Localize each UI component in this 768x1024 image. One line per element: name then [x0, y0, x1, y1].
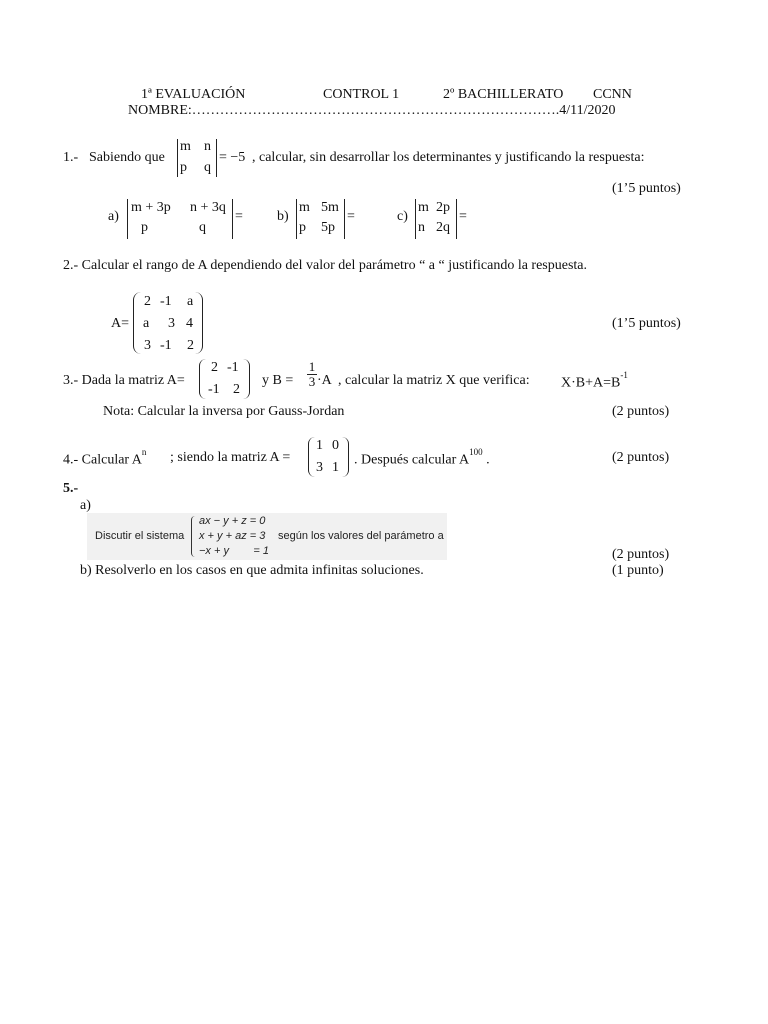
nombre-label: NOMBRE:	[128, 103, 192, 118]
q4-points: (2 puntos)	[612, 450, 670, 465]
q4-lead-sup: n	[141, 447, 147, 457]
q3-cell: -1	[208, 382, 220, 397]
q2-points: (1’5 puntos)	[612, 316, 681, 331]
det-cell: q	[199, 220, 206, 235]
q1b-equals: =	[347, 209, 355, 224]
fecha: 4/11/2020	[559, 103, 616, 118]
q4-cell: 1	[332, 460, 339, 475]
q2-cell: 4	[186, 316, 193, 331]
q3-frac-den: 3	[308, 374, 316, 389]
q4-after-text: . Después calcular A	[354, 452, 470, 468]
det-cell: m	[299, 200, 310, 215]
q5-eq-1: ax − y + z = 0	[199, 515, 266, 527]
q3-equation	[561, 370, 628, 392]
q5-image-trail: según los valores del parámetro a	[278, 530, 444, 542]
q2-cell: -1	[160, 294, 172, 309]
q3-cell: 2	[211, 360, 218, 375]
q3-points: (2 puntos)	[612, 404, 670, 419]
q2-right-paren	[195, 292, 203, 354]
q5-number: 5.-	[63, 481, 79, 496]
q1a-equals: =	[235, 209, 243, 224]
q4-left-paren	[308, 437, 315, 477]
q1a-label: a)	[108, 209, 119, 224]
q3-frac-num: 1	[308, 359, 316, 374]
q2-cell: 3	[144, 338, 151, 353]
header-curso: 2º BACHILLERATO	[443, 87, 564, 102]
q3-text: , calcular la matriz X que verifica:	[338, 373, 530, 388]
q4-end: .	[486, 452, 490, 468]
q3-lead: 3.- Dada la matriz A=	[63, 373, 185, 388]
q2-cell: a	[143, 316, 150, 331]
q3-dot-a: ·A	[317, 373, 332, 388]
system-brace	[191, 516, 197, 557]
q2-cell: -1	[160, 338, 172, 353]
det-cell: n	[204, 139, 211, 154]
q3-right-paren	[243, 359, 250, 399]
q5-b-text: b) Resolverlo en los casos en que admita infinitas soluciones.	[80, 563, 424, 578]
q4-cell: 3	[316, 460, 323, 475]
det-cell: q	[204, 160, 211, 175]
q5-eq-2: x + y + az = 3	[199, 530, 266, 542]
q4-mid: ; siendo la matriz A =	[170, 450, 291, 465]
q1-determinant	[177, 139, 217, 177]
q3-equation-main: X·B+A=B	[561, 375, 621, 391]
q3-fraction	[307, 360, 317, 389]
det-cell: p	[299, 220, 306, 235]
q2-text: 2.- Calcular el rango de A dependiendo del valor del parámetro “ a “ justificando la respuesta.	[63, 258, 588, 273]
q1b-label: b)	[277, 209, 289, 224]
q1c-determinant	[415, 199, 457, 239]
det-cell: 5p	[321, 220, 335, 235]
det-cell: p	[141, 220, 148, 235]
q3-cell: 2	[233, 382, 240, 397]
q4-right-paren	[342, 437, 349, 477]
q3-cell: -1	[227, 360, 239, 375]
q4-lead	[63, 447, 147, 469]
q5-b-points: (1 punto)	[612, 563, 664, 578]
q3-equation-sup: -1	[620, 370, 628, 380]
q2-cell: 2	[144, 294, 151, 309]
q3-left-paren	[199, 359, 206, 399]
q4-cell: 1	[316, 438, 323, 453]
q1-text: , calcular, sin desarrollar los determinantes y justificando la respuesta:	[252, 150, 645, 165]
q3-note: Nota: Calcular la inversa por Gauss-Jordan	[103, 404, 345, 419]
q4-lead-text: 4.- Calcular A	[63, 452, 142, 468]
q5-system-image	[87, 513, 447, 560]
q1-equals: = −5	[219, 150, 246, 165]
det-cell: 5m	[321, 200, 339, 215]
det-cell: n + 3q	[190, 200, 226, 215]
header-modalidad: CCNN	[593, 87, 632, 102]
header-control: CONTROL 1	[323, 87, 400, 102]
q1c-equals: =	[459, 209, 467, 224]
det-cell: n	[418, 220, 425, 235]
q1c-label: c)	[397, 209, 408, 224]
det-cell: m	[180, 139, 191, 154]
q4-cell: 0	[332, 438, 339, 453]
q4-after	[354, 447, 490, 469]
det-cell: 2q	[436, 220, 450, 235]
q1-points: (1’5 puntos)	[612, 181, 681, 196]
q2-cell: a	[187, 294, 194, 309]
det-cell: m + 3p	[131, 200, 171, 215]
q1b-determinant	[296, 199, 345, 239]
q5-a-label: a)	[80, 498, 91, 513]
det-cell: m	[418, 200, 429, 215]
q3-y-b: y B =	[262, 373, 294, 388]
q2-cell: 2	[187, 338, 194, 353]
q4-after-sup: 100	[469, 447, 483, 457]
q1a-determinant	[127, 199, 233, 239]
nombre-line	[128, 103, 616, 119]
det-cell: 2p	[436, 200, 450, 215]
q5-image-lead: Discutir el sistema	[95, 530, 185, 542]
q1-intro: Sabiendo que	[89, 150, 165, 165]
q1-number: 1.-	[63, 150, 79, 165]
q5-a-points: (2 puntos)	[612, 547, 670, 562]
nombre-dots: …………………………………………………………………….	[191, 103, 560, 118]
q2-cell: 3	[168, 316, 175, 331]
det-cell: p	[180, 160, 187, 175]
q2-left-paren	[133, 292, 141, 354]
q2-matrix-label: A=	[111, 316, 130, 331]
header-evaluacion: 1ª EVALUACIÓN	[141, 87, 246, 102]
q5-eq-3: −x + y = 1	[199, 545, 270, 557]
